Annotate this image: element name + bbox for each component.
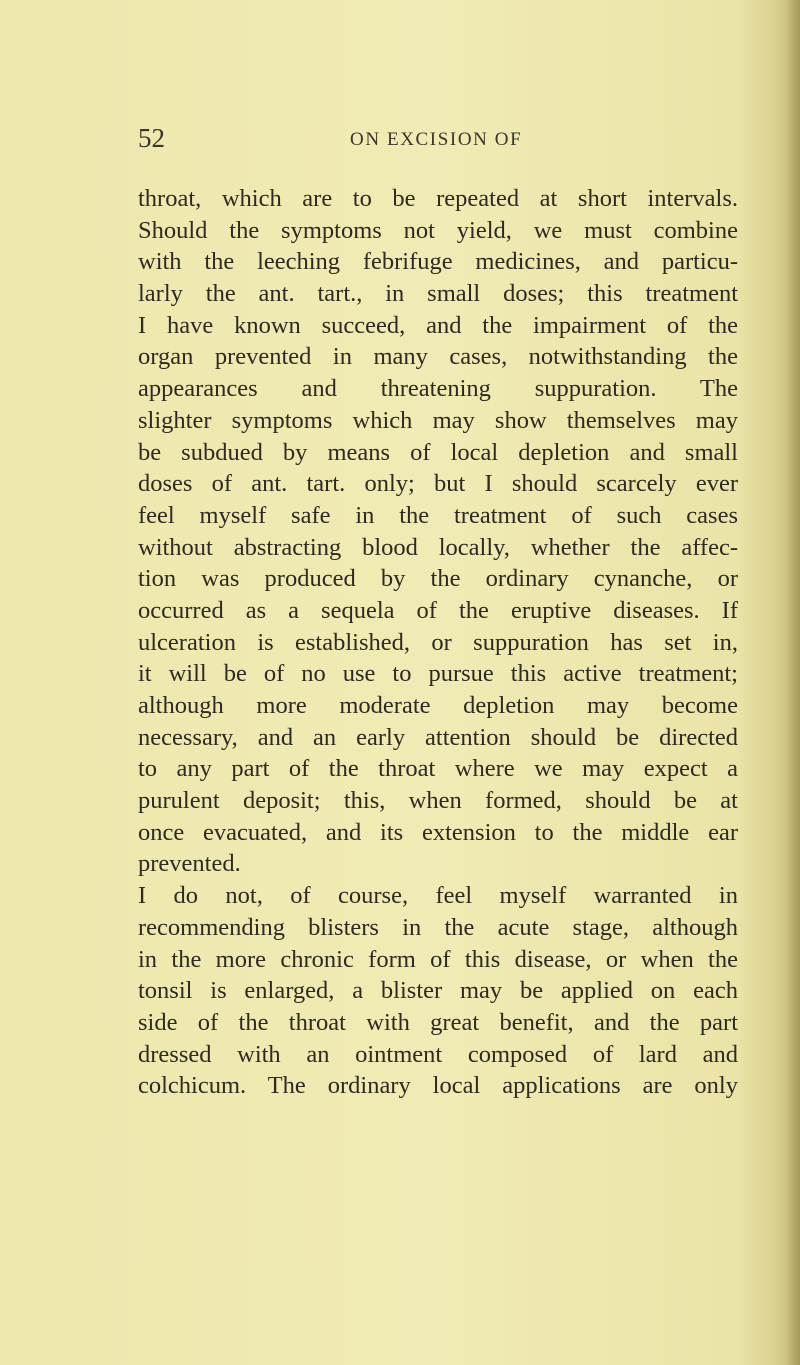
text-line: ulceration is established, or suppuration has set in, [138,628,738,656]
text-line: in the more chronic form of this disease, or when the [138,945,738,973]
paragraph-start-line: I do not, of course, feel myself warranted in [138,882,738,910]
text-line: dressed with an ointment composed of lard and [138,1040,738,1068]
text-line: occurred as a sequela of the eruptive diseases. If [138,596,738,624]
text-line: side of the throat with great benefit, and the part [138,1008,738,1036]
text-line: to any part of the throat where we may expect a [138,755,738,783]
body-text [138,183,738,1102]
text-line: feel myself safe in the treatment of such cases [138,501,738,529]
text-line: I have known succeed, and the impairment of the [138,311,738,339]
text-line: colchicum. The ordinary local applications are only [138,1072,738,1100]
text-line: recommending blisters in the acute stage, although [138,913,738,941]
text-line: with the leeching febrifuge medicines, and particu- [138,248,738,276]
text-line: throat, which are to be repeated at short intervals. [138,185,738,212]
text-line: without abstracting blood locally, whether the affec- [138,533,738,561]
text-line: it will be of no use to pursue this active treatment; [138,660,738,688]
text-line: although more moderate depletion may become [138,692,738,719]
text-line: appearances and threatening suppuration. The [138,375,738,403]
text-line: larly the ant. tart., in small doses; this treatment [138,280,738,308]
text-line: necessary, and an early attention should be directed [138,723,738,751]
page-number: 52 [138,123,165,153]
text-line: slighter symptoms which may show themselves may [138,406,738,434]
text-line: be subdued by means of local depletion and small [138,438,738,466]
text-line: once evacuated, and its extension to the middle ear [138,818,738,846]
text-line: purulent deposit; this, when formed, should be at [138,787,738,815]
running-head: ON EXCISION OF [350,129,523,150]
paragraph-end-line: prevented. [138,850,241,878]
page-header [138,122,698,154]
text-line: doses of ant. tart. only; but I should scarcely ever [138,470,738,498]
page-edge-shadow [786,0,800,1365]
text-line: tonsil is enlarged, a blister may be applied on each [138,977,738,1005]
text-line: tion was produced by the ordinary cynanche, or [138,565,738,593]
text-line: Should the symptoms not yield, we must combine [138,216,738,244]
text-line: organ prevented in many cases, notwithstanding the [138,343,738,371]
